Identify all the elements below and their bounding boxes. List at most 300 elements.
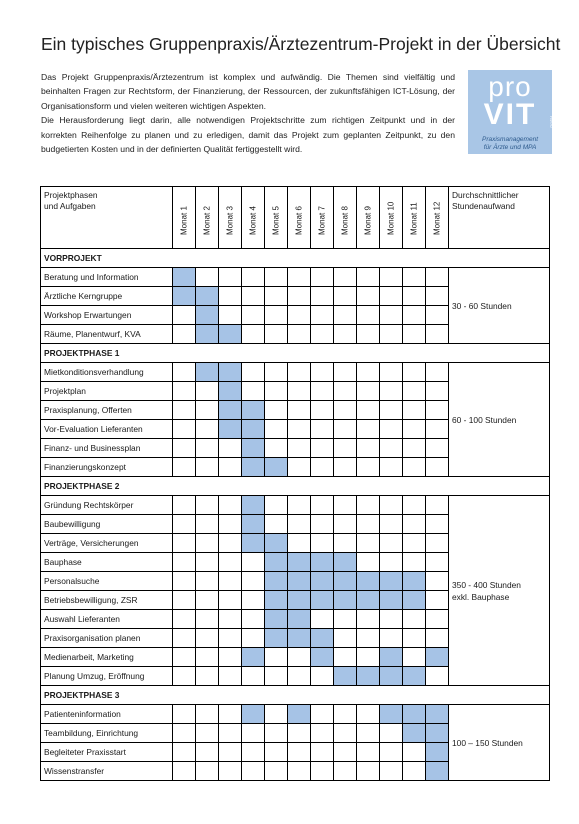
gantt-empty-cell — [242, 572, 265, 591]
gantt-empty-cell — [403, 363, 426, 382]
gantt-empty-cell — [426, 363, 449, 382]
gantt-empty-cell — [357, 743, 380, 762]
month-header — [334, 187, 357, 249]
gantt-empty-cell — [357, 458, 380, 477]
gantt-empty-cell — [173, 401, 196, 420]
gantt-empty-cell — [426, 629, 449, 648]
gantt-empty-cell — [426, 572, 449, 591]
gantt-bar-cell — [242, 648, 265, 667]
header-tasks-line: und Aufgaben — [44, 201, 96, 211]
gantt-empty-cell — [357, 629, 380, 648]
gantt-bar-cell — [357, 572, 380, 591]
gantt-empty-cell — [242, 591, 265, 610]
month-header — [426, 187, 449, 249]
logo-tagline-2: für Ärzte und MPA — [483, 144, 537, 151]
month-header — [403, 187, 426, 249]
gantt-empty-cell — [265, 268, 288, 287]
gantt-empty-cell — [196, 743, 219, 762]
gantt-empty-cell — [219, 268, 242, 287]
gantt-empty-cell — [288, 648, 311, 667]
gantt-bar-cell — [196, 363, 219, 382]
hours-cell — [449, 705, 550, 781]
gantt-empty-cell — [242, 743, 265, 762]
gantt-empty-cell — [311, 325, 334, 344]
gantt-empty-cell — [173, 553, 196, 572]
gantt-bar-cell — [403, 591, 426, 610]
gantt-empty-cell — [380, 420, 403, 439]
gantt-empty-cell — [403, 439, 426, 458]
gantt-empty-cell — [288, 743, 311, 762]
phase-title: VORPROJEKT — [41, 249, 550, 268]
gantt-empty-cell — [311, 382, 334, 401]
gantt-bar-cell — [380, 667, 403, 686]
month-label: Monat 1 — [179, 206, 189, 235]
phase-title: PROJEKTPHASE 3 — [41, 686, 550, 705]
gantt-empty-cell — [219, 648, 242, 667]
gantt-empty-cell — [242, 553, 265, 572]
gantt-empty-cell — [334, 515, 357, 534]
gantt-bar-cell — [265, 629, 288, 648]
gantt-empty-cell — [219, 496, 242, 515]
gantt-empty-cell — [357, 306, 380, 325]
gantt-empty-cell — [426, 458, 449, 477]
month-label: Monat 4 — [248, 206, 258, 235]
gantt-empty-cell — [219, 591, 242, 610]
gantt-empty-cell — [334, 762, 357, 781]
gantt-empty-cell — [219, 743, 242, 762]
gantt-bar-cell — [219, 401, 242, 420]
gantt-empty-cell — [426, 667, 449, 686]
gantt-empty-cell — [357, 534, 380, 553]
gantt-empty-cell — [173, 629, 196, 648]
gantt-empty-cell — [380, 724, 403, 743]
header-tasks — [41, 187, 173, 249]
gantt-empty-cell — [426, 496, 449, 515]
month-header — [311, 187, 334, 249]
month-header — [288, 187, 311, 249]
gantt-empty-cell — [196, 648, 219, 667]
gantt-empty-cell — [403, 553, 426, 572]
gantt-empty-cell — [357, 610, 380, 629]
task-label: Wissenstransfer — [41, 762, 173, 781]
gantt-empty-cell — [196, 515, 219, 534]
gantt-empty-cell — [219, 515, 242, 534]
gantt-bar-cell — [196, 287, 219, 306]
gantt-empty-cell — [357, 325, 380, 344]
gantt-empty-cell — [219, 705, 242, 724]
header-tasks-line: Projektphasen — [44, 190, 98, 200]
task-label: Personalsuche — [41, 572, 173, 591]
gantt-empty-cell — [380, 534, 403, 553]
gantt-empty-cell — [334, 743, 357, 762]
gantt-empty-cell — [334, 325, 357, 344]
month-label: Monat 5 — [271, 206, 281, 235]
gantt-bar-cell — [334, 667, 357, 686]
gantt-empty-cell — [380, 306, 403, 325]
gantt-empty-cell — [242, 268, 265, 287]
task-label: Mietkonditionsverhandlung — [41, 363, 173, 382]
gantt-empty-cell — [334, 439, 357, 458]
gantt-empty-cell — [357, 724, 380, 743]
gantt-empty-cell — [173, 762, 196, 781]
intro-paragraph-1: Das Projekt Gruppenpraxis/Ärztezentrum ist komplex und aufwändig. Die Themen sind vielfältig und beinhalten Fragen zur Rechtsform, der Finanzierung, der Ressourcen, der zukunftsfähigen ICT-Lösung, der Organisationsform und vielen weiteren wichtigen Aspekten. — [41, 72, 455, 111]
gantt-empty-cell — [357, 705, 380, 724]
gantt-empty-cell — [426, 382, 449, 401]
gantt-bar-cell — [265, 458, 288, 477]
gantt-empty-cell — [265, 496, 288, 515]
task-label: Beratung und Information — [41, 268, 173, 287]
month-label: Monat 6 — [294, 206, 304, 235]
gantt-empty-cell — [311, 762, 334, 781]
month-label: Monat 10 — [386, 201, 396, 235]
gantt-empty-cell — [357, 287, 380, 306]
hours-cell — [449, 363, 550, 477]
gantt-empty-cell — [219, 534, 242, 553]
gantt-empty-cell — [196, 534, 219, 553]
gantt-empty-cell — [380, 401, 403, 420]
gantt-empty-cell — [311, 439, 334, 458]
gantt-empty-cell — [265, 648, 288, 667]
gantt-empty-cell — [288, 306, 311, 325]
gantt-empty-cell — [426, 306, 449, 325]
gantt-empty-cell — [242, 287, 265, 306]
gantt-bar-cell — [380, 591, 403, 610]
gantt-bar-cell — [288, 610, 311, 629]
gantt-empty-cell — [173, 439, 196, 458]
gantt-bar-cell — [265, 610, 288, 629]
gantt-empty-cell — [426, 610, 449, 629]
gantt-empty-cell — [288, 382, 311, 401]
gantt-empty-cell — [311, 401, 334, 420]
gantt-empty-cell — [196, 610, 219, 629]
gantt-empty-cell — [357, 496, 380, 515]
phase-row — [41, 686, 550, 705]
gantt-empty-cell — [196, 401, 219, 420]
month-header — [219, 187, 242, 249]
gantt-bar-cell — [380, 648, 403, 667]
gantt-bar-cell — [288, 572, 311, 591]
gantt-empty-cell — [334, 401, 357, 420]
gantt-empty-cell — [265, 401, 288, 420]
task-row — [41, 496, 550, 515]
gantt-empty-cell — [403, 629, 426, 648]
gantt-empty-cell — [242, 306, 265, 325]
gantt-empty-cell — [196, 496, 219, 515]
gantt-empty-cell — [380, 287, 403, 306]
gantt-empty-cell — [357, 420, 380, 439]
gantt-empty-cell — [334, 648, 357, 667]
gantt-empty-cell — [219, 724, 242, 743]
gantt-empty-cell — [196, 762, 219, 781]
hours-value: exkl. Bauphase — [452, 591, 510, 602]
gantt-empty-cell — [311, 705, 334, 724]
gantt-bar-cell — [265, 591, 288, 610]
gantt-empty-cell — [357, 382, 380, 401]
gantt-empty-cell — [380, 439, 403, 458]
gantt-empty-cell — [426, 515, 449, 534]
task-row — [41, 268, 550, 287]
gantt-empty-cell — [196, 572, 219, 591]
gantt-empty-cell — [380, 496, 403, 515]
gantt-empty-cell — [288, 420, 311, 439]
gantt-empty-cell — [196, 420, 219, 439]
gantt-empty-cell — [380, 629, 403, 648]
gantt-empty-cell — [426, 268, 449, 287]
gantt-bar-cell — [357, 667, 380, 686]
gantt-empty-cell — [173, 363, 196, 382]
gantt-empty-cell — [242, 762, 265, 781]
gantt-empty-cell — [288, 515, 311, 534]
gantt-bar-cell — [219, 420, 242, 439]
month-label: Monat 12 — [432, 201, 442, 235]
gantt-bar-cell — [265, 553, 288, 572]
gantt-empty-cell — [265, 420, 288, 439]
gantt-bar-cell — [334, 572, 357, 591]
gantt-empty-cell — [288, 325, 311, 344]
gantt-empty-cell — [288, 401, 311, 420]
gantt-empty-cell — [219, 572, 242, 591]
task-row — [41, 705, 550, 724]
gantt-empty-cell — [311, 743, 334, 762]
gantt-empty-cell — [403, 610, 426, 629]
gantt-empty-cell — [173, 515, 196, 534]
month-header — [196, 187, 219, 249]
gantt-empty-cell — [334, 629, 357, 648]
gantt-empty-cell — [265, 762, 288, 781]
logo-pro: pro — [488, 71, 532, 102]
gantt-empty-cell — [196, 458, 219, 477]
gantt-bar-cell — [403, 705, 426, 724]
task-label: Projektplan — [41, 382, 173, 401]
gantt-empty-cell — [173, 496, 196, 515]
task-row — [41, 363, 550, 382]
gantt-bar-cell — [242, 458, 265, 477]
gantt-bar-cell — [288, 629, 311, 648]
gantt-empty-cell — [311, 458, 334, 477]
gantt-empty-cell — [288, 667, 311, 686]
gantt-empty-cell — [196, 553, 219, 572]
gantt-empty-cell — [196, 724, 219, 743]
gantt-empty-cell — [311, 515, 334, 534]
gantt-empty-cell — [334, 610, 357, 629]
month-label: Monat 2 — [202, 206, 212, 235]
gantt-empty-cell — [242, 667, 265, 686]
task-label: Baubewilligung — [41, 515, 173, 534]
task-label: Bauphase — [41, 553, 173, 572]
gantt-empty-cell — [242, 610, 265, 629]
gantt-empty-cell — [380, 553, 403, 572]
gantt-empty-cell — [265, 382, 288, 401]
gantt-empty-cell — [173, 534, 196, 553]
gantt-empty-cell — [219, 610, 242, 629]
gantt-empty-cell — [288, 762, 311, 781]
task-label: Vor-Evaluation Lieferanten — [41, 420, 173, 439]
gantt-bar-cell — [173, 287, 196, 306]
gantt-empty-cell — [173, 420, 196, 439]
logo-tagline-1: Praxismanagement — [482, 136, 538, 143]
gantt-empty-cell — [173, 743, 196, 762]
gantt-bar-cell — [242, 439, 265, 458]
gantt-bar-cell — [357, 591, 380, 610]
gantt-empty-cell — [403, 420, 426, 439]
gantt-bar-cell — [426, 648, 449, 667]
gantt-empty-cell — [426, 287, 449, 306]
gantt-bar-cell — [196, 325, 219, 344]
month-label: Monat 11 — [409, 202, 419, 235]
gantt-empty-cell — [403, 743, 426, 762]
gantt-bar-cell — [219, 363, 242, 382]
gantt-empty-cell — [403, 401, 426, 420]
gantt-bar-cell — [311, 591, 334, 610]
gantt-empty-cell — [357, 268, 380, 287]
gantt-empty-cell — [219, 553, 242, 572]
month-label: Monat 9 — [363, 206, 373, 235]
month-header — [242, 187, 265, 249]
month-header — [173, 187, 196, 249]
gantt-empty-cell — [219, 667, 242, 686]
gantt-empty-cell — [173, 572, 196, 591]
gantt-empty-cell — [426, 534, 449, 553]
gantt-bar-cell — [288, 553, 311, 572]
gantt-empty-cell — [311, 268, 334, 287]
gantt-empty-cell — [357, 439, 380, 458]
gantt-empty-cell — [380, 458, 403, 477]
gantt-empty-cell — [334, 382, 357, 401]
gantt-empty-cell — [357, 401, 380, 420]
gantt-empty-cell — [288, 268, 311, 287]
gantt-empty-cell — [173, 724, 196, 743]
month-header — [357, 187, 380, 249]
gantt-empty-cell — [196, 629, 219, 648]
gantt-empty-cell — [196, 705, 219, 724]
gantt-empty-cell — [357, 515, 380, 534]
gantt-empty-cell — [334, 363, 357, 382]
gantt-empty-cell — [426, 591, 449, 610]
gantt-bar-cell — [380, 572, 403, 591]
gantt-empty-cell — [311, 610, 334, 629]
gantt-bar-cell — [196, 306, 219, 325]
gantt-empty-cell — [380, 268, 403, 287]
gantt-empty-cell — [311, 306, 334, 325]
phase-row — [41, 344, 550, 363]
hours-cell — [449, 268, 550, 344]
month-label: Monat 8 — [340, 206, 350, 235]
gantt-bar-cell — [173, 268, 196, 287]
gantt-empty-cell — [265, 363, 288, 382]
intro-text — [41, 70, 455, 156]
gantt-empty-cell — [403, 762, 426, 781]
gantt-empty-cell — [173, 325, 196, 344]
gantt-empty-cell — [380, 743, 403, 762]
phase-title: PROJEKTPHASE 2 — [41, 477, 550, 496]
header-row — [41, 187, 550, 249]
gantt-empty-cell — [426, 420, 449, 439]
task-label: Finanz- und Businessplan — [41, 439, 173, 458]
task-label: Praxisplanung, Offerten — [41, 401, 173, 420]
task-label: Gründung Rechtskörper — [41, 496, 173, 515]
gantt-bar-cell — [311, 629, 334, 648]
task-label: Verträge, Versicherungen — [41, 534, 173, 553]
gantt-empty-cell — [265, 306, 288, 325]
task-label: Workshop Erwartungen — [41, 306, 173, 325]
gantt-empty-cell — [311, 667, 334, 686]
gantt-empty-cell — [403, 382, 426, 401]
gantt-empty-cell — [311, 363, 334, 382]
header-hours-line: Durchschnittlicher — [452, 190, 519, 200]
gantt-bar-cell — [380, 705, 403, 724]
gantt-bar-cell — [288, 705, 311, 724]
logo-vit: VIT — [483, 98, 537, 131]
task-label: Medienarbeit, Marketing — [41, 648, 173, 667]
gantt-empty-cell — [403, 268, 426, 287]
gantt-empty-cell — [219, 762, 242, 781]
gantt-empty-cell — [403, 325, 426, 344]
gantt-empty-cell — [334, 534, 357, 553]
gantt-empty-cell — [288, 724, 311, 743]
gantt-empty-cell — [380, 515, 403, 534]
gantt-empty-cell — [403, 458, 426, 477]
gantt-empty-cell — [265, 325, 288, 344]
gantt-empty-cell — [334, 458, 357, 477]
gantt-empty-cell — [426, 401, 449, 420]
page-title: Ein typisches Gruppenpraxis/Ärztezentrum-Projekt in der Übersicht — [41, 34, 561, 54]
gantt-bar-cell — [426, 724, 449, 743]
gantt-empty-cell — [219, 439, 242, 458]
gantt-empty-cell — [403, 648, 426, 667]
month-header — [380, 187, 403, 249]
gantt-empty-cell — [173, 458, 196, 477]
month-header — [265, 187, 288, 249]
gantt-empty-cell — [288, 363, 311, 382]
gantt-empty-cell — [196, 439, 219, 458]
gantt-empty-cell — [219, 287, 242, 306]
gantt-empty-cell — [173, 648, 196, 667]
gantt-bar-cell — [426, 762, 449, 781]
hours-value: 60 - 100 Stunden — [452, 414, 517, 425]
gantt-empty-cell — [242, 363, 265, 382]
gantt-empty-cell — [426, 325, 449, 344]
gantt-empty-cell — [403, 515, 426, 534]
gantt-bar-cell — [403, 667, 426, 686]
gantt-empty-cell — [403, 306, 426, 325]
gantt-empty-cell — [311, 724, 334, 743]
gantt-bar-cell — [265, 534, 288, 553]
project-plan-table — [40, 186, 550, 781]
gantt-empty-cell — [288, 496, 311, 515]
gantt-empty-cell — [288, 439, 311, 458]
intro-paragraph-2: Die Herausforderung liegt darin, alle notwendigen Projektschritte zum richtigen Zeitpunkt und in der korrekten Reihenfolge zu planen und zu erledigen, damit das Projekt zum geplanten Zeitpunkt, zu den budgetierten Kosten und in der definierten Qualität fertiggestellt wird. — [41, 115, 455, 155]
task-label: Finanzierungskonzept — [41, 458, 173, 477]
gantt-bar-cell — [219, 382, 242, 401]
hours-value: 350 - 400 Stunden — [452, 579, 521, 590]
gantt-empty-cell — [380, 363, 403, 382]
gantt-empty-cell — [219, 629, 242, 648]
gantt-empty-cell — [380, 325, 403, 344]
hours-value: 100 – 150 Stunden — [452, 737, 523, 748]
gantt-empty-cell — [426, 439, 449, 458]
gantt-empty-cell — [334, 306, 357, 325]
gantt-empty-cell — [288, 458, 311, 477]
phase-row — [41, 249, 550, 268]
phase-title: PROJEKTPHASE 1 — [41, 344, 550, 363]
gantt-empty-cell — [219, 458, 242, 477]
gantt-empty-cell — [173, 306, 196, 325]
gantt-empty-cell — [334, 287, 357, 306]
month-label: Monat 7 — [317, 206, 327, 235]
header-hours — [449, 187, 550, 249]
gantt-empty-cell — [173, 591, 196, 610]
gantt-bar-cell — [242, 401, 265, 420]
